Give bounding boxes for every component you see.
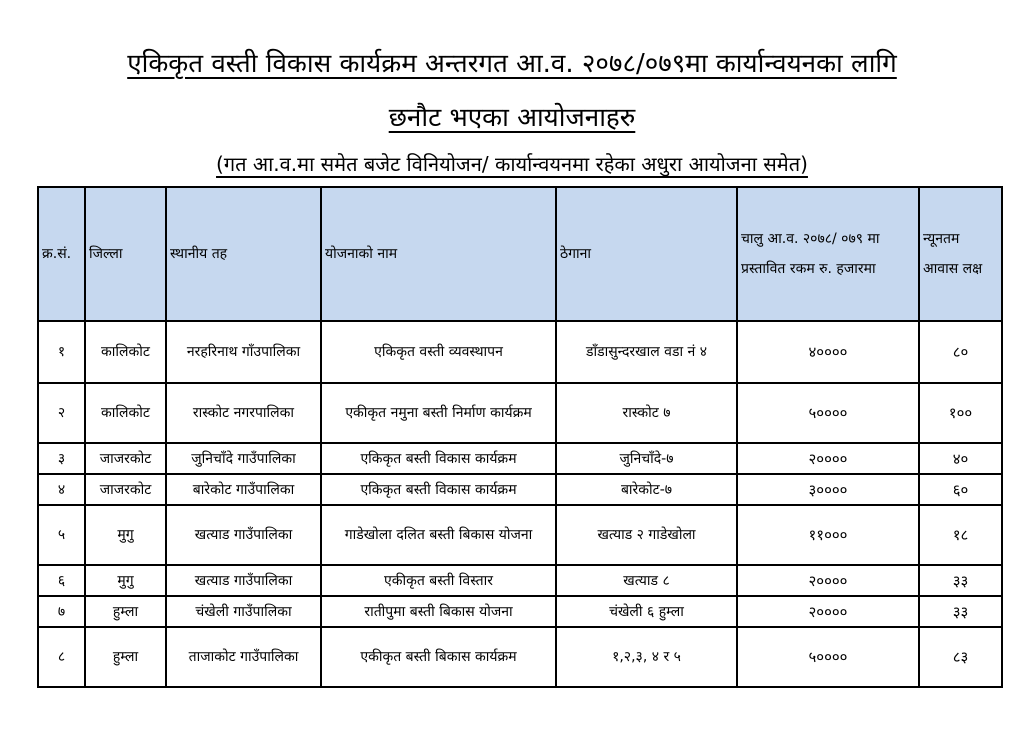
cell-district: जाजरकोट [85, 474, 166, 505]
table-row [38, 321, 1002, 383]
cell-district: हुम्ला [85, 627, 166, 687]
table-row [38, 627, 1002, 687]
cell-local-level: ताजाकोट गाउँपालिका [166, 627, 321, 687]
cell-amount: २०००० [737, 596, 919, 627]
cell-address: डाँडासुन्दरखाल वडा नं ४ [556, 321, 737, 383]
cell-address: खत्याड २ गाडेखोला [556, 505, 737, 565]
cell-amount: २०००० [737, 565, 919, 596]
cell-project-name: एकिकृत बस्ती विकास कार्यक्रम [321, 474, 556, 505]
table-row [38, 505, 1002, 565]
cell-amount: ५०००० [737, 383, 919, 443]
cell-serial: ८ [38, 627, 85, 687]
cell-project-name: गाडेखोला दलित बस्ती बिकास योजना [321, 505, 556, 565]
cell-serial: २ [38, 383, 85, 443]
cell-address: जुनिचाँदे-७ [556, 443, 737, 474]
cell-serial: ४ [38, 474, 85, 505]
cell-district: मुगु [85, 565, 166, 596]
table-row [38, 443, 1002, 474]
cell-project-name: एकीकृत बस्ती विस्तार [321, 565, 556, 596]
cell-amount: ५०००० [737, 627, 919, 687]
cell-local-level: बारेकोट गाउँपालिका [166, 474, 321, 505]
cell-address: १,२,३, ४ र ५ [556, 627, 737, 687]
cell-project-name: एकीकृत बस्ती बिकास कार्यक्रम [321, 627, 556, 687]
cell-district: मुगु [85, 505, 166, 565]
header-district: जिल्ला [85, 187, 166, 321]
cell-amount: २०००० [737, 443, 919, 474]
table-row [38, 596, 1002, 627]
cell-serial: ३ [38, 443, 85, 474]
cell-address: रास्कोट ७ [556, 383, 737, 443]
cell-local-level: चंखेली गाउँपालिका [166, 596, 321, 627]
table-row [38, 383, 1002, 443]
cell-local-level: रास्कोट नगरपालिका [166, 383, 321, 443]
header-address: ठेगाना [556, 187, 737, 321]
table-row [38, 565, 1002, 596]
cell-district: हुम्ला [85, 596, 166, 627]
cell-target: ३३ [919, 565, 1002, 596]
cell-target: ३३ [919, 596, 1002, 627]
cell-local-level: जुनिचाँदे गाउँपालिका [166, 443, 321, 474]
header-local-level: स्थानीय तह [166, 187, 321, 321]
projects-table [37, 186, 1003, 688]
header-serial: क्र.सं. [38, 187, 85, 321]
cell-target: ४० [919, 443, 1002, 474]
cell-local-level: खत्याड गाउँपालिका [166, 565, 321, 596]
cell-target: १०० [919, 383, 1002, 443]
cell-project-name: रातीपुमा बस्ती बिकास योजना [321, 596, 556, 627]
cell-serial: १ [38, 321, 85, 383]
cell-target: ८३ [919, 627, 1002, 687]
cell-address: खत्याड ८ [556, 565, 737, 596]
cell-district: कालिकोट [85, 383, 166, 443]
header-housing-target: न्यूनतम आवास लक्ष [919, 187, 1002, 321]
document-note: (गत आ.व.मा समेत बजेट विनियोजन/ कार्यान्वयनमा रहेका अधुरा आयोजना समेत) [216, 152, 808, 176]
cell-project-name: एकिकृत वस्ती व्यवस्थापन [321, 321, 556, 383]
cell-target: ६० [919, 474, 1002, 505]
table-header-row [38, 187, 1002, 321]
cell-project-name: एकिकृत बस्ती विकास कार्यक्रम [321, 443, 556, 474]
header-project-name: योजनाको नाम [321, 187, 556, 321]
cell-local-level: नरहरिनाथ गाँउपालिका [166, 321, 321, 383]
cell-amount: ४०००० [737, 321, 919, 383]
header-proposed-amount: चालु आ.व. २०७८/ ०७९ मा प्रस्तावित रकम रु. हजारमा [737, 187, 919, 321]
cell-address: चंखेली ६ हुम्ला [556, 596, 737, 627]
document-title: एकिकृत वस्ती विकास कार्यक्रम अन्तरगत आ.व. २०७८/०७९मा कार्यान्वयनका लागि [127, 49, 897, 79]
document-subtitle: छनौट भएका आयोजनाहरु [388, 103, 636, 133]
cell-target: ८० [919, 321, 1002, 383]
cell-amount: ११००० [737, 505, 919, 565]
cell-serial: ५ [38, 505, 85, 565]
cell-project-name: एकीकृत नमुना बस्ती निर्माण कार्यक्रम [321, 383, 556, 443]
cell-serial: ६ [38, 565, 85, 596]
cell-address: बारेकोट-७ [556, 474, 737, 505]
cell-target: १८ [919, 505, 1002, 565]
cell-district: कालिकोट [85, 321, 166, 383]
table-row [38, 474, 1002, 505]
cell-district: जाजरकोट [85, 443, 166, 474]
cell-amount: ३०००० [737, 474, 919, 505]
cell-serial: ७ [38, 596, 85, 627]
cell-local-level: खत्याड गाउँपालिका [166, 505, 321, 565]
